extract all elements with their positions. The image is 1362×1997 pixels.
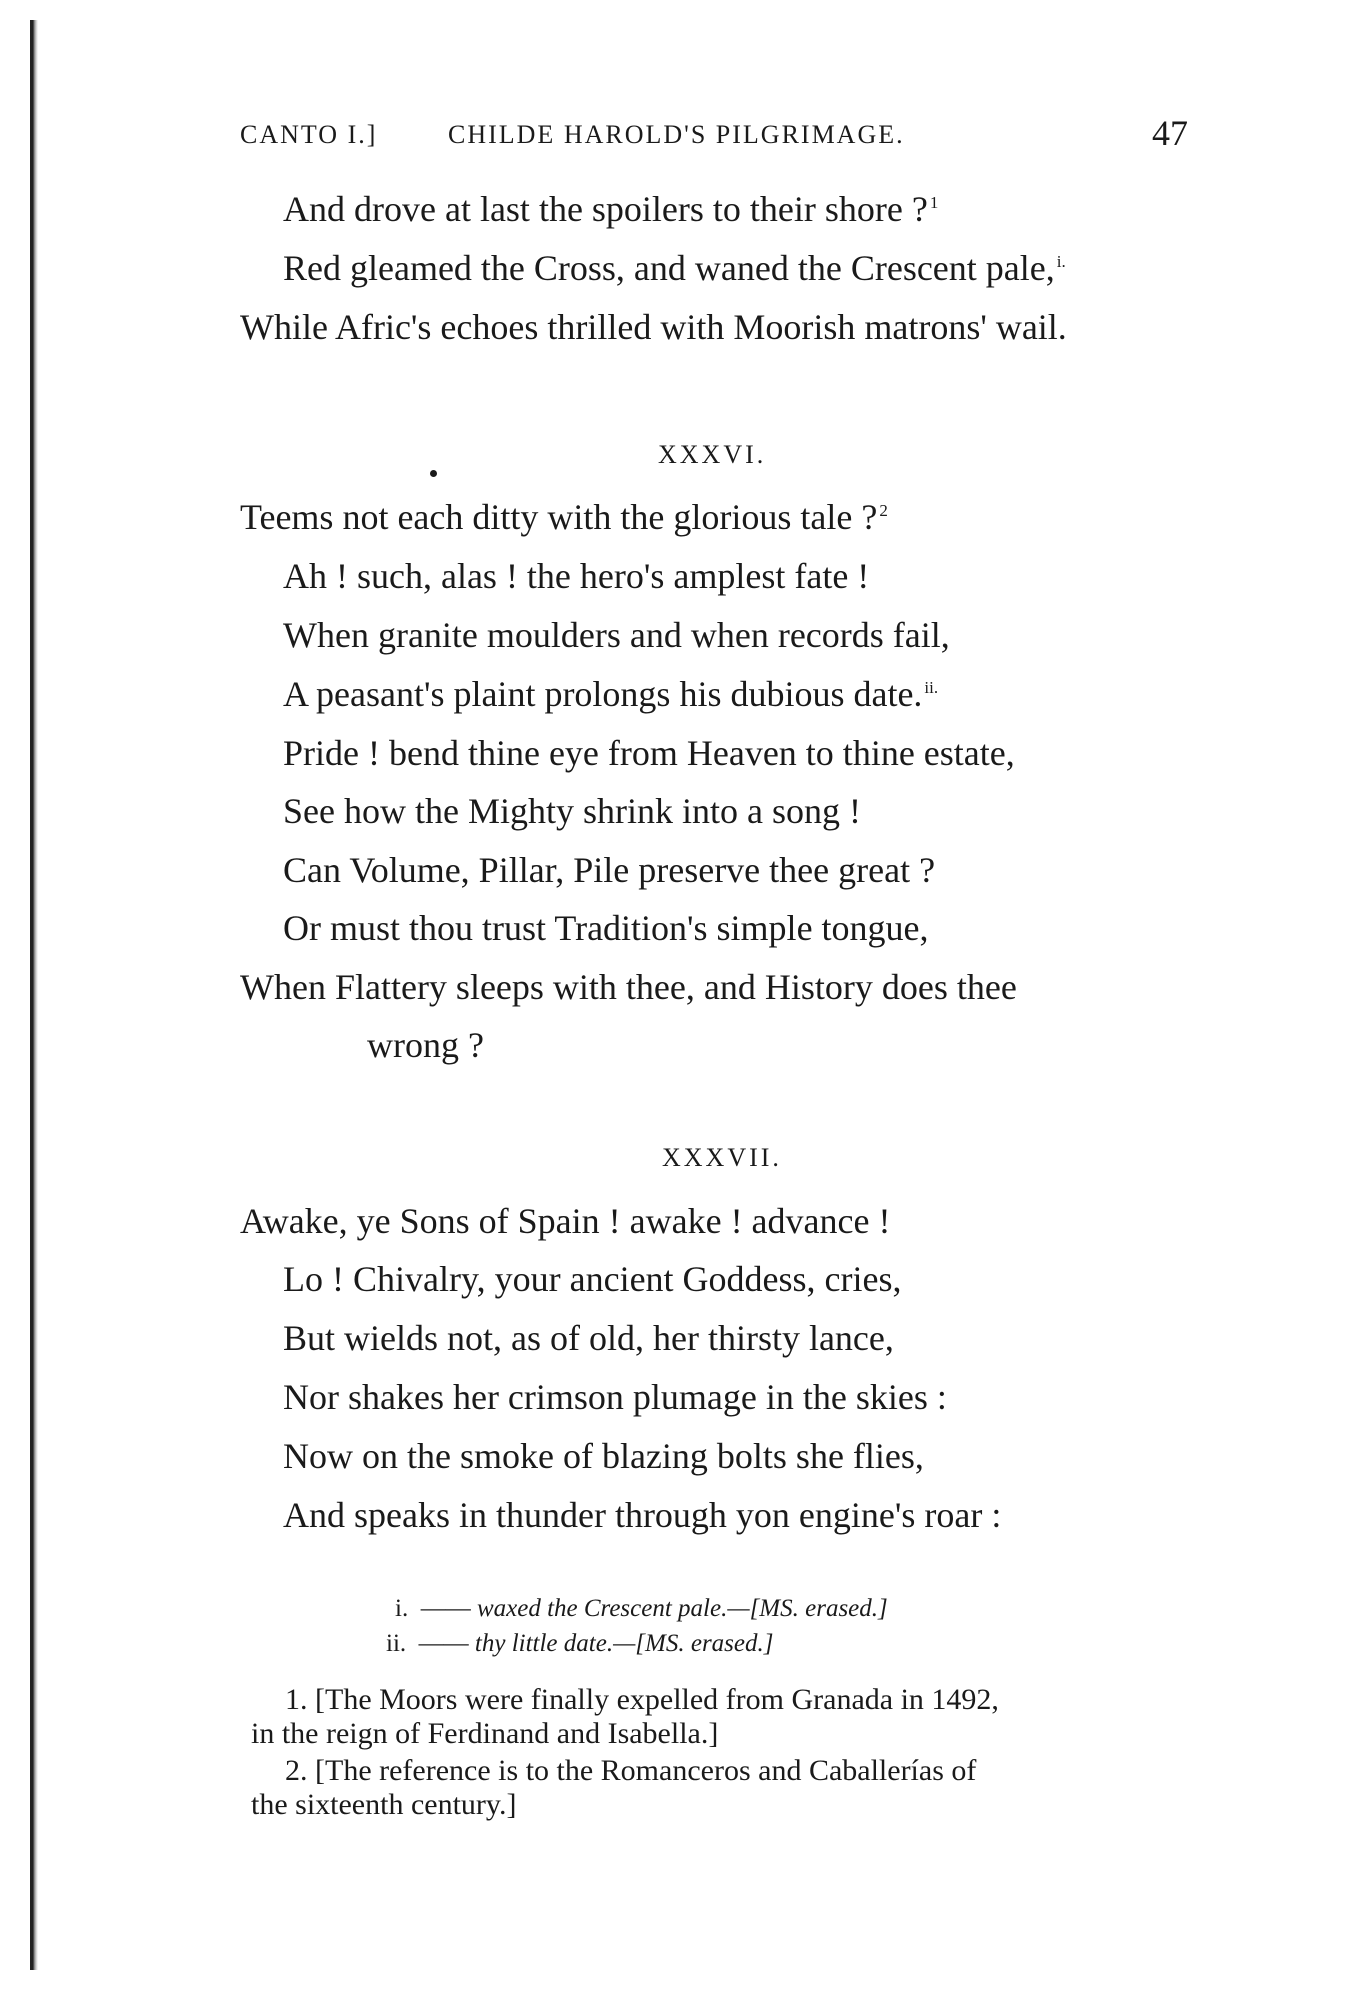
verse-line: Pride ! bend thine eye from Heaven to thine estate, bbox=[283, 733, 1015, 773]
verse-line: And speaks in thunder through yon engine's roar : bbox=[283, 1495, 1002, 1535]
verse-line: Nor shakes her crimson plumage in the skies : bbox=[283, 1377, 947, 1417]
verse-line: And drove at last the spoilers to their shore ? $^1$ bbox=[283, 189, 939, 229]
verse-line: Red gleamed the Cross, and waned the Crescent pale, $^{i.}$ bbox=[283, 248, 1066, 288]
footnote-ref: 2 bbox=[879, 501, 888, 520]
stanza-numeral: XXXVII. bbox=[662, 1143, 782, 1172]
verse-line: Lo ! Chivalry, your ancient Goddess, cries, bbox=[283, 1259, 902, 1299]
footnote-continued: the sixteenth century.] bbox=[251, 1788, 517, 1821]
verse-line: While Afric's echoes thrilled with Moorish matrons' wail. bbox=[240, 307, 1067, 347]
verse-line: But wields not, as of old, her thirsty lance, bbox=[283, 1318, 894, 1358]
verse-line-runover: wrong ? bbox=[367, 1025, 484, 1065]
footnote: 1. [The Moors were finally expelled from Granada in 1492, bbox=[285, 1683, 999, 1716]
footnote-continued: in the reign of Ferdinand and Isabella.] bbox=[251, 1717, 719, 1750]
verse-line: Can Volume, Pillar, Pile preserve thee great ? bbox=[283, 850, 936, 890]
verse-line: See how the Mighty shrink into a song ! bbox=[283, 791, 861, 831]
running-header-title: CHILDE HAROLD'S PILGRIMAGE. bbox=[448, 120, 905, 149]
verse-line: Now on the smoke of blazing bolts she flies, bbox=[283, 1436, 924, 1476]
page-binding-edge bbox=[30, 20, 38, 1970]
variant-reading: ii. —— thy little date.—[MS. erased.] bbox=[386, 1630, 774, 1657]
footnote-ref: 1 bbox=[929, 193, 939, 212]
variant-ref: i. bbox=[1056, 252, 1066, 271]
verse-line: Or must thou trust Tradition's simple tongue, bbox=[283, 908, 929, 948]
verse-line: When Flattery sleeps with thee, and History does thee bbox=[240, 967, 1017, 1007]
verse-line: Awake, ye Sons of Spain ! awake ! advance ! bbox=[240, 1201, 891, 1241]
stray-mark bbox=[430, 470, 437, 477]
variant-reading: i. —— waxed the Crescent pale.—[MS. erased.] bbox=[395, 1595, 888, 1622]
footnote: 2. [The reference is to the Romanceros and Caballerías of bbox=[285, 1754, 977, 1787]
stanza-numeral: XXXVI. bbox=[658, 440, 767, 469]
verse-line: Teems not each ditty with the glorious tale ? $^2$ bbox=[240, 497, 888, 537]
verse-line: A peasant's plaint prolongs his dubious date. $^{ii.}$ bbox=[283, 674, 939, 714]
running-header-canto: CANTO I.] bbox=[240, 120, 378, 149]
page-number: 47 bbox=[1152, 113, 1188, 153]
variant-ref: ii. bbox=[924, 678, 939, 697]
verse-line: Ah ! such, alas ! the hero's amplest fate ! bbox=[283, 556, 870, 596]
verse-line: When granite moulders and when records fail, bbox=[283, 615, 950, 655]
